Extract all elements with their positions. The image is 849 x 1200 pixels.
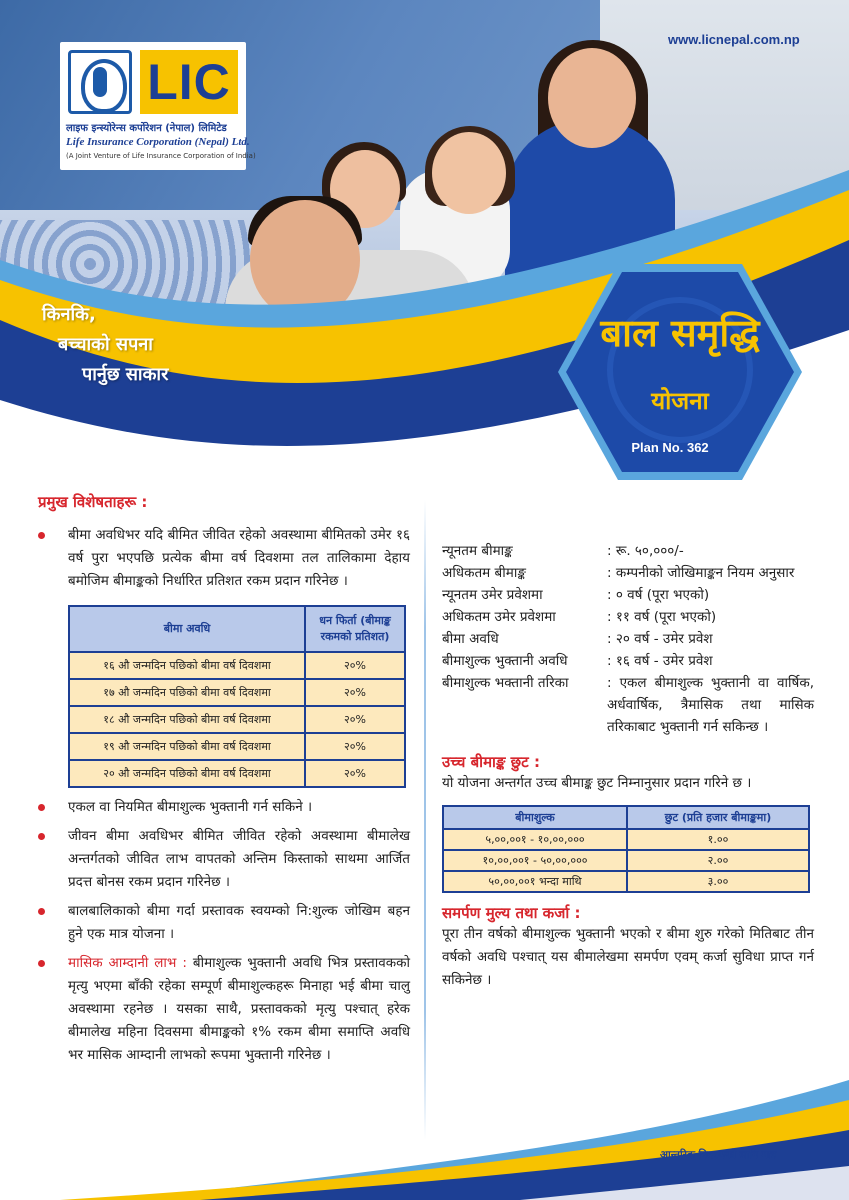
- tagline-line-2: बच्चाको सपना: [58, 334, 153, 355]
- table-header-row: [443, 806, 809, 829]
- table-row: [69, 706, 405, 733]
- monthly-income-label: मासिक आम्दानी लाभ :: [68, 955, 187, 971]
- surrender-heading: समर्पण मुल्य तथा कर्जा :: [442, 904, 581, 922]
- spec-value: : २० वर्ष - उमेर प्रवेश: [607, 631, 713, 647]
- bottom-swoosh: [0, 1080, 849, 1200]
- table-row: [443, 829, 809, 850]
- table-cell: २०%: [305, 652, 405, 679]
- table-cell: २०%: [305, 760, 405, 787]
- table-header: बीमाशुल्क: [443, 806, 627, 829]
- spec-label: अधिकतम उमेर प्रवेशमा: [442, 609, 556, 625]
- table-cell: १९ औ जन्मदिन पछिको बीमा वर्ष दिवशमा: [69, 733, 305, 760]
- table-cell: १०,००,००१ - ५०,००,०००: [443, 850, 627, 871]
- high-sa-heading: उच्च बीमाङ्क छुट :: [442, 753, 540, 771]
- money-back-table: [68, 605, 406, 788]
- plan-number: Plan No. 362: [631, 440, 709, 455]
- joint-venture-note: (A Joint Venture of Life Insurance Corporation of India): [66, 152, 256, 160]
- lic-logo[interactable]: [60, 42, 256, 170]
- spec-label: न्यूनतम बीमाङ्क: [442, 543, 513, 559]
- spec-row: [442, 540, 814, 562]
- table-cell: १७ औ जन्मदिन पछिको बीमा वर्ष दिवशमा: [69, 679, 305, 706]
- high-sa-text: यो योजना अन्तर्गत उच्च बीमाङ्क छुट निम्नानुसार प्रदान गरिने छ ।: [442, 775, 752, 791]
- monthly-income-text: बीमाशुल्क भुक्तानी अवधि भित्र प्रस्तावकको मृत्यु भएमा बाँकी रहेका सम्पूर्ण बीमाशुल्कहरू मिनाहा भई बीमा चालु अवस्थामा रहनेछ । यसका साथै, प्रस्तावकको मृत्यु पश्चात् हरेक बीमालेख महिना दिवसमा बीमाङ्कको १% रकम बीमा समाप्ति अवधि भर मासिक आम्दानी लाभको रूपमा भुक्तानी गरिनेछ ।: [68, 955, 410, 1063]
- spec-list: [442, 540, 814, 738]
- table-row: [69, 733, 405, 760]
- table-cell: १८ औ जन्मदिन पछिको बीमा वर्ष दिवशमा: [69, 706, 305, 733]
- table-row: [443, 871, 809, 892]
- lic-emblem-icon: [68, 50, 132, 114]
- spec-row: [442, 584, 814, 606]
- spec-value: : ० वर्ष (पूरा भएको): [607, 587, 710, 603]
- tagline-line-1: किनकि,: [42, 304, 96, 325]
- spec-value: : रू. ५०,०००/-: [607, 543, 684, 559]
- internal-distribution-note: आन्तरिक वितरणको लागि मात्र: [660, 1149, 777, 1161]
- features-heading: प्रमुख विशेषताहरू :: [38, 493, 148, 511]
- spec-value: : ११ वर्ष (पूरा भएको): [607, 609, 717, 625]
- table-cell: २०%: [305, 733, 405, 760]
- feature-item-monthly-income: [38, 952, 410, 1067]
- plan-subtitle: योजना: [651, 387, 709, 415]
- details-column: [442, 540, 814, 992]
- website-link[interactable]: www.licnepal.com.np: [668, 32, 800, 47]
- plan-title: बाल समृद्धि: [600, 311, 760, 355]
- spec-row: [442, 562, 814, 584]
- table-cell: १.००: [627, 829, 809, 850]
- table-cell: २.००: [627, 850, 809, 871]
- company-name-english: Life Insurance Corporation (Nepal) Ltd.: [66, 136, 250, 148]
- table-cell: ३.००: [627, 871, 809, 892]
- feature-item: बीमा अवधिभर यदि बीमित जीवित रहेको अवस्थामा बीमितको उमेर १६ वर्ष पुरा भएपछि प्रत्येक बीमा वर्ष दिवशमा तल तालिकामा देहाय बमोजिम बीमाङ्कको निर्धारित प्रतिशत रकम प्रदान गरिनेछ ।: [38, 524, 410, 593]
- table-header-row: [69, 606, 405, 652]
- table-cell: २०%: [305, 679, 405, 706]
- column-divider: [424, 500, 426, 1140]
- table-cell: ५०,००,००१ भन्दा माथि: [443, 871, 627, 892]
- tagline-line-3: पार्नुछ साकार: [82, 364, 169, 385]
- table-header: बीमा अवधि: [69, 606, 305, 652]
- spec-label: न्यूनतम उमेर प्रवेशमा: [442, 587, 543, 603]
- tagline: [30, 300, 168, 390]
- surrender-text: पूरा तीन वर्षको बीमाशुल्क भुक्तानी भएको र बीमा शुरु गरेको मितिबाट तीन वर्षको अवधि पश्चात् यस बीमालेखमा समर्पण एवम् कर्जा सुविधा प्राप्त गर्न सकिनेछ ।: [442, 926, 814, 988]
- spec-row: [442, 650, 814, 672]
- spec-value: : एकल बीमाशुल्क भुक्तानी वा वार्षिक, अर्धवार्षिक, त्रैमासिक तथा मासिक तरिकाबाट भुक्तानी गर्न सकिन्छ ।: [607, 675, 814, 735]
- table-cell: २० औ जन्मदिन पछिको बीमा वर्ष दिवशमा: [69, 760, 305, 787]
- logo-wordmark: LIC: [140, 50, 238, 114]
- spec-value: : कम्पनीको जोखिमाङ्कन नियम अनुसार: [607, 565, 795, 581]
- spec-row: [442, 672, 814, 738]
- spec-row: [442, 606, 814, 628]
- table-cell: २०%: [305, 706, 405, 733]
- spec-label: अधिकतम बीमाङ्क: [442, 565, 526, 581]
- table-row: [443, 850, 809, 871]
- feature-item: बालबालिकाको बीमा गर्दा प्रस्तावक स्वयम्को नि:शुल्क जोखिम बहन हुने एक मात्र योजना ।: [38, 900, 410, 946]
- spec-value: : १६ वर्ष - उमेर प्रवेश: [607, 653, 713, 669]
- table-row: [69, 652, 405, 679]
- table-header: धन फिर्ता (बीमाङ्क रकमको प्रतिशत): [305, 606, 405, 652]
- table-cell: १६ औ जन्मदिन पछिको बीमा वर्ष दिवशमा: [69, 652, 305, 679]
- company-name-nepali: लाइफ इन्स्योरेन्स कर्पोरेशन (नेपाल) लिमिटेड: [66, 123, 227, 134]
- features-column: [38, 492, 410, 1067]
- spec-label: बीमाशुल्क भक्तानी तरिका: [442, 675, 569, 691]
- spec-label: बीमाशुल्क भुक्तानी अवधि: [442, 653, 568, 669]
- spec-label: बीमा अवधि: [442, 631, 499, 647]
- feature-item: जीवन बीमा अवधिभर बीमित जीवित रहेको अवस्थामा बीमालेख अन्तर्गतको जीवित लाभ वापतको अन्तिम किस्ताको साथमा आर्जित प्रदत्त बोनस रकम प्रदान गरिनेछ ।: [38, 825, 410, 894]
- table-row: [69, 679, 405, 706]
- table-row: [69, 760, 405, 787]
- table-cell: ५,००,००१ - १०,००,०००: [443, 829, 627, 850]
- spec-row: [442, 628, 814, 650]
- feature-item: एकल वा नियमित बीमाशुल्क भुक्तानी गर्न सकिने ।: [38, 796, 410, 819]
- high-sa-rebate-table: [442, 805, 810, 893]
- table-header: छुट (प्रति हजार बीमाङ्कमा): [627, 806, 809, 829]
